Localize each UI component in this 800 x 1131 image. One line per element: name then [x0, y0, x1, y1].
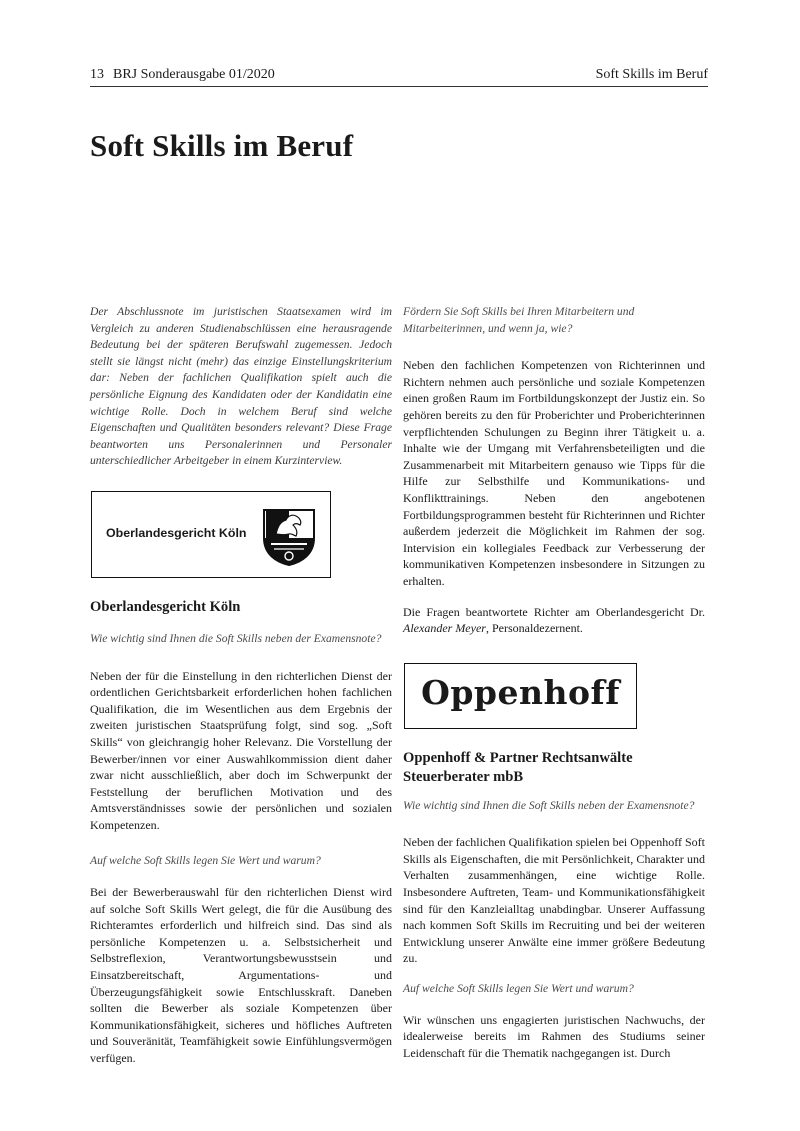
header-section-title: Soft Skills im Beruf	[595, 67, 708, 82]
left-column	[90, 304, 392, 1067]
oppenhoff-answer-1: Neben der fachlichen Qualifikation spielen bei Oppenhoff Soft Skills als Eigenschaften, die mit Persönlichkeit, Charakter und Verhalten zusammenhängen, eine wichtige Rolle. Insbesondere Auftreten, Team- und Kommunikationsfähigkeit sind für den Kanzleialltag unabdingbar. Unserer Auffassung nach kommen Soft Skills im Recruiting und bei der weiteren Entwicklung unserer Anwälte eine immer größere Bedeutung zu.	[403, 835, 706, 966]
right-column	[403, 304, 705, 1061]
olg-logo	[91, 491, 331, 578]
olg-credit-suffix: , Personaldezernent.	[485, 621, 583, 636]
header-left	[90, 67, 275, 83]
olg-answer-1: Neben der für die Einstellung in den richterlichen Dienst der ordentlichen Gerichtsbarkeit erforderlichen hohen fachlichen Qualifikation, die im Wesentlichen aus dem Ergebnis der zweiten juristischen Staatsprüfung folgt, sind sog. „Soft Skills“ von gleichrangig hoher Relevanz. Die Vorstellung der Bewerber/innen vor einer Auswahlkommission dient daher zwar nicht ausschließlich, aber doch im Schwerpunkt der Feststellung der beruflichen Motivation und des Amtsverständnisses sowie der persönlichen und sozialen Kompetenzen.	[90, 668, 392, 832]
olg-credit	[403, 604, 705, 637]
olg-answer-2: Bei der Bewerberauswahl für den richterlichen Dienst wird auf solche Soft Skills Wert gelegt, die für die Ausübung des Richteramtes erforderlich und hilfreich sind. Das sind als persönliche Kompetenzen u. a. Selbstsicherheit und Selbstreflexion, Verantwortungsbewusstsein und Einsatzbereitschaft, Argumentations- und Überzeugungsfähigkeit sowie Entschlusskraft. Daneben sollten die Bewerber als soziale Kompetenzen über Kommunikationsfähigkeit, sicheres und höfliches Auftreten und Souveränität, Teamfähigkeit sowie Einfühlungsvermögen verfügen.	[90, 885, 392, 1065]
page-title: Soft Skills im Beruf	[90, 128, 354, 163]
olg-question-2: Auf welche Soft Skills legen Sie Wert und warum?	[90, 854, 321, 868]
olg-logo-text: Oberlandesgericht Köln	[106, 525, 247, 540]
oppenhoff-logo	[404, 663, 637, 729]
olg-heading: Oberlandesgericht Köln	[90, 598, 241, 615]
page-number: 13	[90, 67, 104, 82]
olg-credit-name: Alexander Meyer	[403, 621, 486, 636]
publication-name: BRJ Sonderausgabe 01/2020	[113, 67, 275, 82]
oppenhoff-answer-2: Wir wünschen uns engagierten juristischen Nachwuchs, der idealerweise bereits im Rahmen des Studiums seiner Leidenschaft für die Thematik nachgegangen ist. Durch	[403, 1012, 705, 1060]
olg-question-1: Wie wichtig sind Ihnen die Soft Skills neben der Examensnote?	[90, 631, 382, 645]
olg-answer-3: Neben den fachlichen Kompetenzen von Richterinnen und Richtern nehmen auch persönliche und soziale Kompetenzen einen großen Raum im Fortbildungskonzept der Justiz ein. So gehören bereits zu den für Proberichter und Proberichterinnen verpflichtenden Schulungen zu Beginn ihrer Tätigkeit u. a. Inhalte wie der Umgang mit Verfahrensbeteiligten und die Zusammenarbeit mit Mitarbeitern genauso wie Tipps für die Hilfe zur Selbsthilfe und Kommunikations- und Konflikttrainings. Neben den angebotenen Fortbildungsprogrammen besteht für Richterinnen und Richter außerdem jederzeit die Möglichkeit im Rahmen der sog. Intervision ein kollegiales Feedback zur Verbesserung der kommunikativen Kompetenzen insbesondere in Sitzungen zu erhalten.	[403, 358, 705, 588]
olg-credit-prefix: Die Fragen beantwortete Richter am Oberlandesgericht Dr.	[403, 604, 705, 619]
olg-question-3: Fördern Sie Soft Skills bei Ihren Mitarbeitern und Mitarbeiterinnen, und wenn ja, wie?	[403, 305, 635, 335]
oppenhoff-question-2: Auf welche Soft Skills legen Sie Wert und warum?	[403, 982, 634, 996]
nrw-crest-icon	[262, 508, 316, 566]
oppenhoff-logo-text: Oppenhoff	[421, 672, 620, 712]
intro-paragraph: Der Abschlussnote im juristischen Staatsexamen wird im Vergleich zu anderen Studienabschlüssen eine herausragende Bedeutung bei der späteren Berufswahl zugemessen. Jedoch stellt sie längst nicht (mehr) das einzige Einstellungskriterium dar: Neben der fachlichen Qualifikation spielt auch die persönliche Eignung des Kandidaten oder der Kandidatin eine wichtige Rolle. Doch in welchem Beruf sind welche Eigenschaften und Qualitäten besonders relevant? Diese Frage beantworten uns Personalerinnen und Personaler unterschiedlicher Arbeitgeber in einem Kurzinterview.	[90, 305, 392, 468]
oppenhoff-heading: Oppenhoff & Partner Rechtsanwälte Steuerberater mbB	[403, 749, 633, 785]
oppenhoff-question-1: Wie wichtig sind Ihnen die Soft Skills neben der Examensnote?	[403, 798, 695, 812]
running-header	[90, 64, 708, 87]
